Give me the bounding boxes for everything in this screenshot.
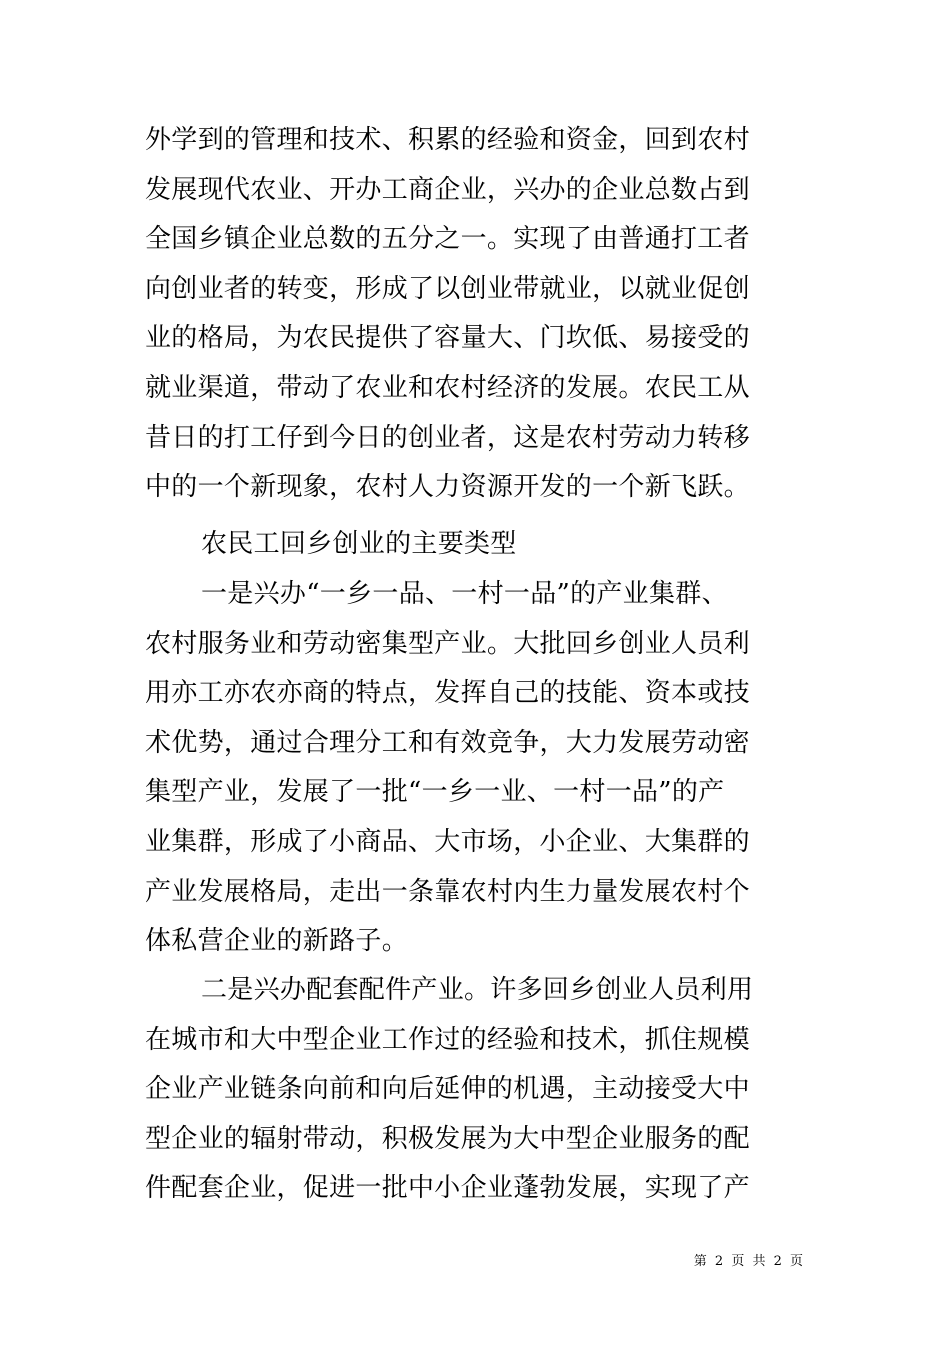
text-line: 集型产业，发展了一批“一乡一业、一村一品”的产 — [145, 777, 725, 808]
text-line: 中的一个新现象，农村人力资源开发的一个新飞跃。 — [145, 472, 750, 503]
text-line: 体私营企业的新路子。 — [145, 926, 409, 957]
text-line: 产业发展格局，走出一条靠农村内生力量发展农村个 — [145, 876, 750, 907]
section-heading — [145, 520, 770, 570]
text-line: 向创业者的转变，形成了以创业带就业，以就业促创 — [145, 273, 750, 304]
text-line: 昔日的打工仔到今日的创业者，这是农村劳动力转移 — [145, 422, 750, 453]
text-line: 农村服务业和劳动密集型产业。大批回乡创业人员利 — [145, 628, 750, 659]
text-line: 发展现代农业、开办工商企业，兴办的企业总数占到 — [145, 174, 750, 205]
text-line: 就业渠道，带动了农业和农村经济的发展。农民工从 — [145, 372, 750, 403]
page-number: 第 2 页 共 2 页 — [693, 1254, 805, 1269]
text-line: 型企业的辐射带动，积极发展为大中型企业服务的配 — [145, 1123, 750, 1154]
text-line: 全国乡镇企业总数的五分之一。实现了由普通打工者 — [145, 224, 750, 255]
text-line: 企业产业链条向前和向后延伸的机遇，主动接受大中 — [145, 1074, 750, 1105]
text-line: 在城市和大中型企业工作过的经验和技术，抓住规模 — [145, 1024, 750, 1055]
text-line: 外学到的管理和技术、积累的经验和资金，回到农村 — [145, 125, 750, 155]
paragraph-type-two — [145, 966, 770, 1214]
text-line: 业集群，形成了小商品、大市场，小企业、大集群的 — [145, 826, 750, 857]
text-line: 二是兴办配套配件产业。许多回乡创业人员利用 — [201, 975, 754, 1005]
paragraph-type-one — [145, 570, 770, 967]
text-line: 术优势，通过合理分工和有效竞争，大力发展劳动密 — [145, 727, 750, 758]
text-line: 业的格局，为农民提供了容量大、门坎低、易接受的 — [145, 323, 750, 354]
heading-line: 农民工回乡创业的主要类型 — [201, 529, 517, 559]
paragraph-continuation — [145, 116, 770, 513]
text-line: 一是兴办“一乡一品、一村一品”的产业集群、 — [201, 579, 728, 609]
text-line: 件配套企业，促进一批中小企业蓬勃发展，实现了产 — [145, 1173, 750, 1204]
text-line: 用亦工亦农亦商的特点，发挥自己的技能、资本或技 — [145, 678, 750, 709]
